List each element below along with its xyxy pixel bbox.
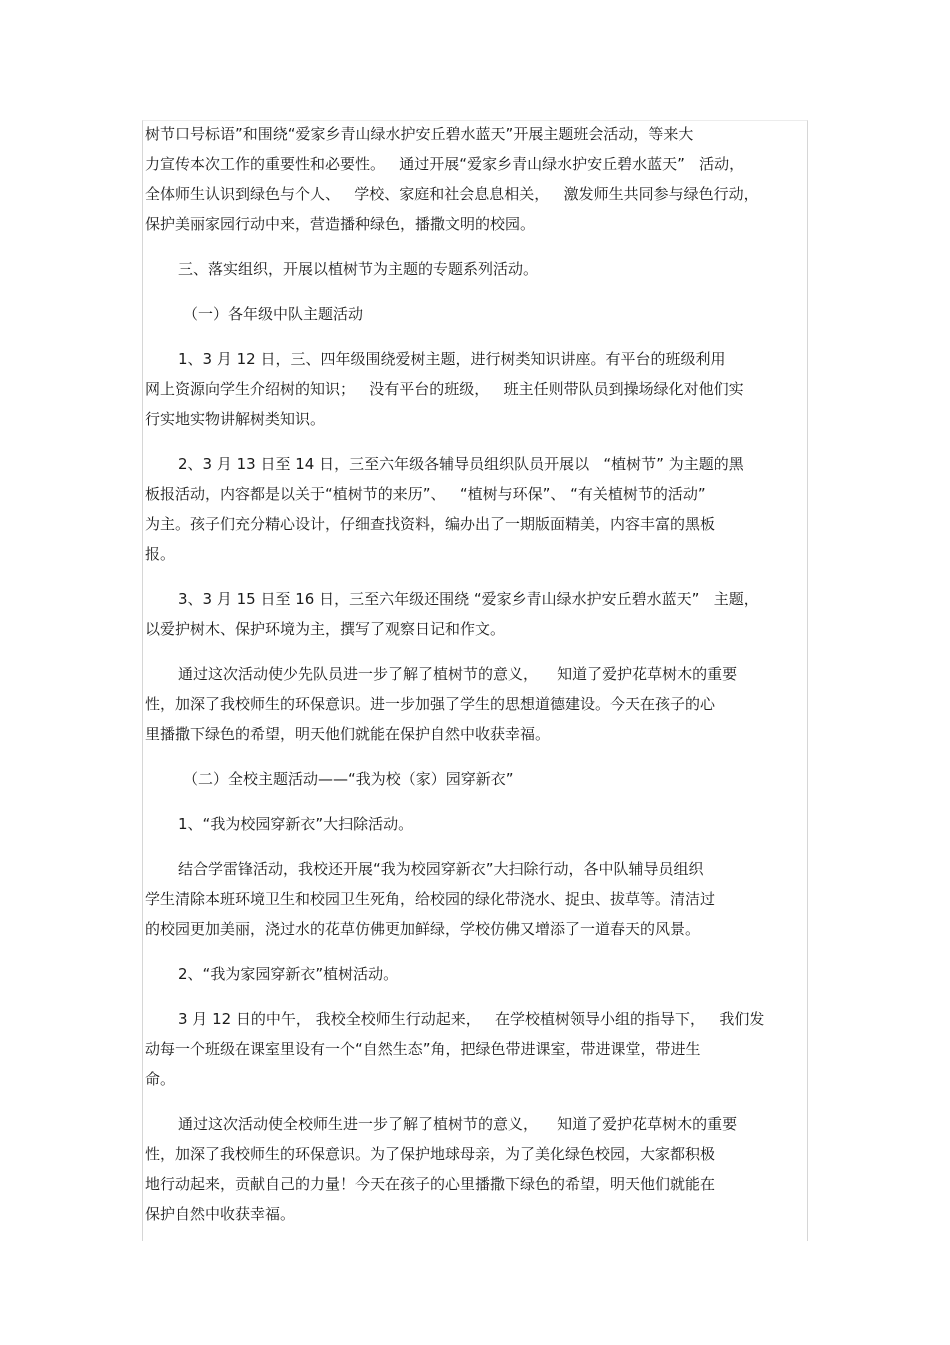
text-line: 动每一个班级在课室里设有一个“自然生态”角，把绿色带进课室，带进课堂，带进生 [145, 1040, 701, 1058]
text-line: 通过这次活动使全校师生进一步了解了植树节的意义， 知道了爱护花草树木的重要 [178, 1115, 738, 1133]
paragraph [145, 809, 810, 839]
paragraph [145, 449, 810, 569]
text-line: 性，加深了我校师生的环保意识。进一步加强了学生的思想道德建设。今天在孩子的心 [145, 695, 716, 713]
paragraph [145, 254, 810, 284]
text-line: 地行动起来，贡献自己的力量！今天在孩子的心里播撒下绿色的希望，明天他们就能在 [145, 1175, 716, 1193]
paragraph [145, 959, 810, 989]
paragraph [145, 764, 810, 794]
text-line: 性，加深了我校师生的环保意识。为了保护地球母亲，为了美化绿色校园，大家都积极 [145, 1145, 716, 1163]
paragraph [145, 344, 810, 434]
text-line: 以爱护树木、保护环境为主，撰写了观察日记和作文。 [145, 620, 506, 638]
text-line: 2、3 月 13 日至 14 日，三至六年级各辅导员组织队员开展以 “植树节” 为主题的黑 [178, 455, 744, 473]
text-line: 3、3 月 15 日至 16 日，三至六年级还围绕 “爱家乡青山绿水护安丘碧水蓝天” 主题， [178, 590, 759, 608]
text-line: 的校园更加美丽，浇过水的花草仿佛更加鲜绿，学校仿佛又增添了一道春天的风景。 [145, 920, 701, 938]
text-line: 保护自然中收获幸福。 [145, 1205, 296, 1223]
paragraph [145, 584, 810, 644]
text-line: 结合学雷锋活动，我校还开展“我为校园穿新衣”大扫除行动，各中队辅导员组织 [178, 860, 704, 878]
text-line: 命。 [145, 1070, 176, 1088]
paragraph [145, 854, 810, 944]
text-line: 1、3 月 12 日，三、四年级围绕爱树主题，进行树类知识讲座。有平台的班级利用 [178, 350, 726, 368]
text-line: 1、“我为校园穿新衣”大扫除活动。 [178, 815, 414, 833]
text-line: 通过这次活动使少先队员进一步了解了植树节的意义， 知道了爱护花草树木的重要 [178, 665, 738, 683]
text-line: 树节口号标语”和围绕“爱家乡青山绿水护安丘碧水蓝天”开展主题班会活动，等来大 [145, 125, 694, 143]
text-line: 网上资源向学生介绍树的知识； 没有平台的班级， 班主任则带队员到操场绿化对他们实 [145, 380, 744, 398]
text-line: 三、落实组织，开展以植树节为主题的专题系列活动。 [178, 260, 539, 278]
text-line: 全体师生认识到绿色与个人、 学校、家庭和社会息息相关， 激发师生共同参与绿色行动， [145, 185, 759, 203]
paragraph [145, 1004, 810, 1094]
text-line: 里播撒下绿色的希望，明天他们就能在保护自然中收获幸福。 [145, 725, 551, 743]
text-line: 板报活动，内容都是以关于“植树节的来历”、 “植树与环保”、 “有关植树节的活动” [145, 485, 706, 503]
text-line: 力宣传本次工作的重要性和必要性。 通过开展“爱家乡青山绿水护安丘碧水蓝天” 活动， [145, 155, 745, 173]
paragraph [145, 119, 810, 239]
text-line: 3 月 12 日的中午， 我校全校师生行动起来， 在学校植树领导小组的指导下， 我们发 [178, 1010, 765, 1028]
paragraph [145, 299, 810, 329]
text-line: 学生清除本班环境卫生和校园卫生死角，给校园的绿化带浇水、捉虫、拔草等。清洁过 [145, 890, 716, 908]
text-line: 为主。孩子们充分精心设计，仔细查找资料，编办出了一期版面精美，内容丰富的黑板 [145, 515, 716, 533]
text-line: 行实地实物讲解树类知识。 [145, 410, 326, 428]
text-line: （二）全校主题活动——“我为校（家）园穿新衣” [183, 770, 514, 788]
paragraph [145, 1109, 810, 1229]
text-line: （一）各年级中队主题活动 [183, 305, 364, 323]
paragraph [145, 659, 810, 749]
document-body [145, 119, 810, 1244]
text-line: 报。 [145, 545, 176, 563]
text-line: 2、“我为家园穿新衣”植树活动。 [178, 965, 399, 983]
text-line: 保护美丽家园行动中来，营造播种绿色，播撒文明的校园。 [145, 215, 536, 233]
